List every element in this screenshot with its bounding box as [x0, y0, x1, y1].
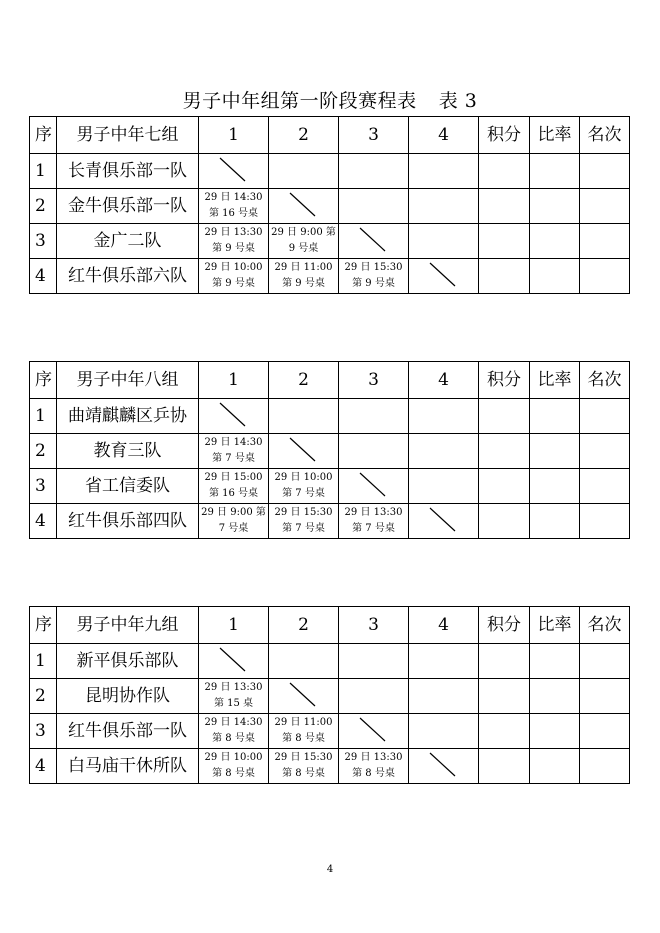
- match-time: 29 日 10:00: [274, 472, 333, 483]
- header-rank: 名次: [580, 607, 630, 644]
- team-name: 昆明协作队: [57, 679, 199, 714]
- seq-cell: 2: [30, 434, 57, 469]
- points-cell: [479, 504, 530, 539]
- match-slot: [269, 470, 338, 502]
- table-row: [30, 749, 630, 784]
- match-cell: [199, 504, 269, 539]
- match-table: 第 9 号桌: [212, 278, 255, 289]
- header-opponent-1: 1: [199, 362, 269, 399]
- match-cell: [199, 224, 269, 259]
- self-match-cell: [409, 749, 479, 784]
- match-table: 第 15 桌: [213, 698, 254, 709]
- self-match-cell: [199, 399, 269, 434]
- points-cell: [479, 189, 530, 224]
- match-table: 第 8 号桌: [212, 768, 255, 779]
- rank-cell: [580, 434, 630, 469]
- table-row: [30, 189, 630, 224]
- match-table: 第 8 号桌: [282, 768, 325, 779]
- header-row: [30, 362, 630, 399]
- self-match-cell: [409, 504, 479, 539]
- header-opponent-1: 1: [199, 607, 269, 644]
- empty-match-cell: [409, 399, 479, 434]
- match-time: 29 日 11:00: [274, 717, 333, 728]
- team-name: 曲靖麒麟区乒协: [57, 399, 199, 434]
- diagonal-slash-icon: [409, 749, 479, 783]
- match-cell: [199, 469, 269, 504]
- table-tag: 表 3: [438, 90, 478, 112]
- ratio-cell: [530, 154, 580, 189]
- group-table-nine: [29, 606, 630, 784]
- rank-cell: [580, 644, 630, 679]
- match-cell: [269, 504, 339, 539]
- diagonal-slash-icon: [339, 224, 409, 258]
- header-row: [30, 607, 630, 644]
- empty-match-cell: [409, 224, 479, 259]
- points-cell: [479, 749, 530, 784]
- match-slot: [269, 750, 338, 782]
- points-cell: [479, 469, 530, 504]
- points-cell: [479, 399, 530, 434]
- ratio-cell: [530, 504, 580, 539]
- empty-match-cell: [409, 679, 479, 714]
- points-cell: [479, 644, 530, 679]
- ratio-cell: [530, 679, 580, 714]
- header-rank: 名次: [580, 362, 630, 399]
- match-table: 第 9 号桌: [282, 278, 325, 289]
- header-opponent-4: 4: [409, 607, 479, 644]
- ratio-cell: [530, 469, 580, 504]
- seq-cell: 4: [30, 504, 57, 539]
- table-row: [30, 714, 630, 749]
- match-table: 第 9 号桌: [212, 243, 255, 254]
- seq-cell: 2: [30, 679, 57, 714]
- empty-match-cell: [339, 399, 409, 434]
- ratio-cell: [530, 749, 580, 784]
- title-text: 男子中年组第一阶段赛程表: [182, 90, 417, 112]
- seq-cell: 4: [30, 259, 57, 294]
- match-cell: [339, 504, 409, 539]
- ratio-cell: [530, 714, 580, 749]
- match-cell: [339, 259, 409, 294]
- header-opponent-2: 2: [269, 117, 339, 154]
- table-row: [30, 679, 630, 714]
- empty-match-cell: [409, 469, 479, 504]
- seq-cell: 1: [30, 399, 57, 434]
- team-name: 红牛俱乐部四队: [57, 504, 199, 539]
- points-cell: [479, 259, 530, 294]
- table-row: [30, 434, 630, 469]
- header-opponent-2: 2: [269, 607, 339, 644]
- self-match-cell: [199, 154, 269, 189]
- match-table: 9 号桌: [288, 243, 319, 254]
- header-opponent-3: 3: [339, 117, 409, 154]
- match-slot: [199, 715, 268, 747]
- self-match-cell: [339, 469, 409, 504]
- header-group-name: 男子中年七组: [57, 117, 199, 154]
- table-row: [30, 469, 630, 504]
- empty-match-cell: [269, 644, 339, 679]
- empty-match-cell: [339, 189, 409, 224]
- points-cell: [479, 679, 530, 714]
- header-group-name: 男子中年八组: [57, 362, 199, 399]
- rank-cell: [580, 504, 630, 539]
- ratio-cell: [530, 434, 580, 469]
- diagonal-slash-icon: [199, 644, 269, 678]
- empty-match-cell: [409, 434, 479, 469]
- header-opponent-3: 3: [339, 607, 409, 644]
- rank-cell: [580, 259, 630, 294]
- match-cell: [339, 749, 409, 784]
- match-table: 第 16 号桌: [208, 208, 259, 219]
- match-slot: [199, 680, 268, 712]
- match-table: 第 7 号桌: [212, 453, 255, 464]
- rank-cell: [580, 749, 630, 784]
- match-cell: [199, 714, 269, 749]
- header-ratio: 比率: [530, 362, 580, 399]
- empty-match-cell: [339, 434, 409, 469]
- rank-cell: [580, 714, 630, 749]
- match-slot: [199, 225, 268, 257]
- match-slot: [199, 750, 268, 782]
- points-cell: [479, 714, 530, 749]
- match-time: 29 日 15:30: [274, 752, 333, 763]
- match-cell: [269, 259, 339, 294]
- diagonal-slash-icon: [339, 469, 409, 503]
- empty-match-cell: [269, 154, 339, 189]
- match-table: 第 7 号桌: [282, 488, 325, 499]
- empty-match-cell: [409, 154, 479, 189]
- ratio-cell: [530, 189, 580, 224]
- seq-cell: 1: [30, 154, 57, 189]
- match-slot: [339, 260, 408, 292]
- match-slot: [269, 260, 338, 292]
- match-time: 29 日 15:00: [204, 472, 263, 483]
- group-table-seven: [29, 116, 630, 294]
- empty-match-cell: [339, 644, 409, 679]
- match-time: 29 日 9:00 第: [271, 227, 336, 238]
- match-time: 29 日 14:30: [204, 192, 263, 203]
- page-number: 4: [326, 864, 334, 875]
- seq-cell: 3: [30, 469, 57, 504]
- self-match-cell: [339, 714, 409, 749]
- table-row: [30, 224, 630, 259]
- team-name: 白马庙干休所队: [57, 749, 199, 784]
- table-row: [30, 399, 630, 434]
- diagonal-slash-icon: [269, 434, 339, 468]
- match-slot: [199, 435, 268, 467]
- match-table: 第 9 号桌: [352, 278, 395, 289]
- match-time: 29 日 13:30: [204, 682, 263, 693]
- diagonal-slash-icon: [199, 399, 269, 433]
- self-match-cell: [339, 224, 409, 259]
- ratio-cell: [530, 644, 580, 679]
- self-match-cell: [409, 259, 479, 294]
- rank-cell: [580, 189, 630, 224]
- match-table: 第 16 号桌: [208, 488, 259, 499]
- seq-cell: 3: [30, 714, 57, 749]
- header-opponent-4: 4: [409, 362, 479, 399]
- match-cell: [269, 714, 339, 749]
- group-table-eight: [29, 361, 630, 539]
- match-cell: [269, 469, 339, 504]
- diagonal-slash-icon: [199, 154, 269, 188]
- match-slot: [339, 750, 408, 782]
- header-opponent-2: 2: [269, 362, 339, 399]
- match-cell: [199, 259, 269, 294]
- team-name: 长青俱乐部一队: [57, 154, 199, 189]
- points-cell: [479, 154, 530, 189]
- diagonal-slash-icon: [409, 504, 479, 538]
- match-time: 29 日 13:30: [344, 752, 403, 763]
- match-slot: [199, 470, 268, 502]
- match-slot: [339, 505, 408, 537]
- header-opponent-3: 3: [339, 362, 409, 399]
- team-name: 红牛俱乐部六队: [57, 259, 199, 294]
- diagonal-slash-icon: [269, 679, 339, 713]
- match-cell: [199, 749, 269, 784]
- diagonal-slash-icon: [269, 189, 339, 223]
- match-slot: [269, 715, 338, 747]
- points-cell: [479, 434, 530, 469]
- self-match-cell: [199, 644, 269, 679]
- empty-match-cell: [409, 714, 479, 749]
- match-cell: [199, 679, 269, 714]
- match-time: 29 日 11:00: [274, 262, 333, 273]
- self-match-cell: [269, 189, 339, 224]
- seq-cell: 4: [30, 749, 57, 784]
- team-name: 红牛俱乐部一队: [57, 714, 199, 749]
- header-row: [30, 117, 630, 154]
- rank-cell: [580, 679, 630, 714]
- ratio-cell: [530, 224, 580, 259]
- match-time: 29 日 9:00 第: [201, 507, 266, 518]
- self-match-cell: [269, 434, 339, 469]
- match-table: 第 8 号桌: [212, 733, 255, 744]
- match-cell: [199, 189, 269, 224]
- team-name: 金广二队: [57, 224, 199, 259]
- empty-match-cell: [409, 644, 479, 679]
- header-seq: 序: [30, 117, 57, 154]
- ratio-cell: [530, 259, 580, 294]
- match-time: 29 日 10:00: [204, 752, 263, 763]
- match-time: 29 日 13:30: [344, 507, 403, 518]
- match-cell: [269, 749, 339, 784]
- header-opponent-1: 1: [199, 117, 269, 154]
- empty-match-cell: [409, 189, 479, 224]
- table-row: [30, 154, 630, 189]
- seq-cell: 2: [30, 189, 57, 224]
- match-table: 第 8 号桌: [352, 768, 395, 779]
- seq-cell: 3: [30, 224, 57, 259]
- points-cell: [479, 224, 530, 259]
- match-slot: [269, 505, 338, 537]
- page-title: [0, 86, 660, 113]
- header-group-name: 男子中年九组: [57, 607, 199, 644]
- match-cell: [199, 434, 269, 469]
- match-time: 29 日 13:30: [204, 227, 263, 238]
- header-seq: 序: [30, 362, 57, 399]
- match-time: 29 日 14:30: [204, 717, 263, 728]
- diagonal-slash-icon: [339, 714, 409, 748]
- match-slot: [199, 505, 268, 537]
- team-name: 省工信委队: [57, 469, 199, 504]
- header-points: 积分: [479, 607, 530, 644]
- table-row: [30, 644, 630, 679]
- header-points: 积分: [479, 362, 530, 399]
- match-table: 第 7 号桌: [352, 523, 395, 534]
- match-time: 29 日 15:30: [274, 507, 333, 518]
- rank-cell: [580, 399, 630, 434]
- team-name: 新平俱乐部队: [57, 644, 199, 679]
- ratio-cell: [530, 399, 580, 434]
- empty-match-cell: [339, 154, 409, 189]
- empty-match-cell: [269, 399, 339, 434]
- header-seq: 序: [30, 607, 57, 644]
- seq-cell: 1: [30, 644, 57, 679]
- match-slot: [199, 190, 268, 222]
- rank-cell: [580, 469, 630, 504]
- match-time: 29 日 15:30: [344, 262, 403, 273]
- diagonal-slash-icon: [409, 259, 479, 293]
- empty-match-cell: [339, 679, 409, 714]
- header-opponent-4: 4: [409, 117, 479, 154]
- match-table: 7 号桌: [218, 523, 249, 534]
- team-name: 教育三队: [57, 434, 199, 469]
- match-slot: [199, 260, 268, 292]
- rank-cell: [580, 224, 630, 259]
- rank-cell: [580, 154, 630, 189]
- table-row: [30, 504, 630, 539]
- match-cell: [269, 224, 339, 259]
- match-slot: [269, 225, 338, 257]
- match-time: 29 日 10:00: [204, 262, 263, 273]
- header-ratio: 比率: [530, 117, 580, 154]
- match-table: 第 7 号桌: [282, 523, 325, 534]
- header-ratio: 比率: [530, 607, 580, 644]
- header-rank: 名次: [580, 117, 630, 154]
- header-points: 积分: [479, 117, 530, 154]
- table-row: [30, 259, 630, 294]
- self-match-cell: [269, 679, 339, 714]
- team-name: 金牛俱乐部一队: [57, 189, 199, 224]
- match-table: 第 8 号桌: [282, 733, 325, 744]
- match-time: 29 日 14:30: [204, 437, 263, 448]
